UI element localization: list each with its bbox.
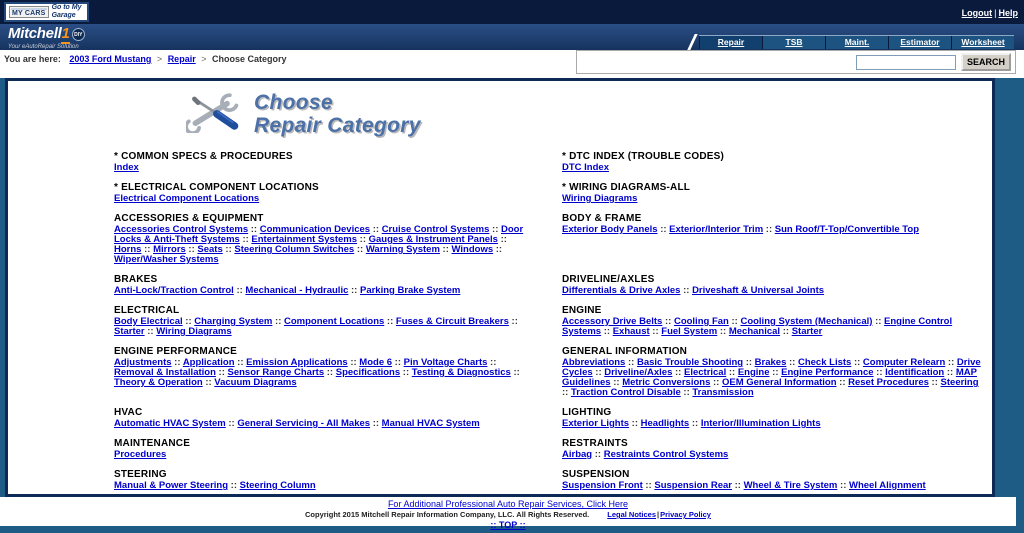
category-links — [562, 317, 982, 337]
category-links — [114, 225, 534, 265]
category-link[interactable]: Metric Conversions — [622, 377, 711, 388]
link-separator: :: — [873, 367, 886, 378]
link-separator: :: — [144, 326, 157, 337]
link-separator: :: — [872, 316, 885, 327]
footer-services-link[interactable]: For Additional Professional Auto Repair Services, Click Here — [387, 499, 629, 509]
category-row — [8, 346, 992, 407]
category-section — [114, 182, 534, 213]
category-link[interactable]: Communication Devices — [259, 224, 371, 235]
category-link[interactable]: Steering Column — [239, 480, 316, 491]
category-links — [562, 358, 982, 398]
category-links — [562, 450, 982, 460]
category-link[interactable]: Parking Brake System — [359, 285, 461, 296]
link-separator: :: — [625, 357, 637, 368]
category-link[interactable]: Interior/Illumination Lights — [700, 418, 821, 429]
category-links — [114, 450, 534, 460]
category-section — [562, 438, 982, 469]
category-link[interactable]: Testing & Diagnostics — [411, 367, 511, 378]
category-links — [114, 481, 534, 491]
category-link[interactable]: Restraints Control Systems — [603, 449, 729, 460]
category-link[interactable]: Brakes — [754, 357, 787, 368]
link-separator: :: — [717, 326, 729, 337]
page-title — [254, 91, 421, 137]
category-link[interactable]: Application — [182, 357, 235, 368]
category-link[interactable]: Sensor Range Charts — [227, 367, 325, 378]
category-link[interactable]: Differentials & Drive Axles — [562, 285, 681, 296]
link-separator: :: — [348, 285, 360, 296]
category-link[interactable]: Traction Control Disable — [570, 387, 681, 398]
link-separator: :: — [182, 316, 195, 327]
category-link[interactable]: Warning System — [365, 244, 440, 255]
category-title: RESTRAINTS — [562, 438, 628, 449]
category-link[interactable]: Specifications — [335, 367, 401, 378]
category-links — [114, 358, 534, 388]
category-section — [114, 213, 534, 274]
logo-tagline: Your eAutoRepair Solution — [8, 44, 79, 50]
category-title: SUSPENSION — [562, 469, 630, 480]
link-separator: :: — [672, 367, 684, 378]
link-separator: :: — [233, 285, 246, 296]
category-link[interactable]: MAP Guidelines — [562, 367, 977, 388]
category-section — [114, 346, 534, 407]
category-link[interactable]: Electrical Component Locations — [114, 193, 260, 204]
category-links — [114, 419, 534, 429]
category-links — [562, 194, 982, 204]
category-link[interactable]: Airbag — [562, 449, 593, 460]
link-separator: :: — [680, 285, 693, 296]
link-separator: :: — [510, 367, 520, 378]
category-section — [114, 438, 534, 469]
category-link[interactable]: Engine Performance — [781, 367, 874, 378]
category-title: * ELECTRICAL COMPONENT LOCATIONS — [114, 182, 319, 193]
link-separator: :: — [487, 357, 497, 368]
category-links — [562, 419, 982, 429]
category-link[interactable]: Exterior/Interior Trim — [669, 224, 764, 235]
category-link[interactable]: Engine Control Systems — [562, 316, 953, 337]
category-links — [114, 286, 534, 296]
category-title: ACCESSORIES & EQUIPMENT — [114, 213, 264, 224]
breadcrumb — [4, 54, 287, 64]
category-rows — [8, 151, 992, 497]
link-separator: :: — [763, 224, 775, 235]
link-separator: :: — [728, 316, 741, 327]
back-to-top-link[interactable]: :: TOP :: — [490, 520, 526, 530]
category-link[interactable]: Exterior Body Panels — [562, 224, 658, 235]
link-separator: :: — [225, 418, 238, 429]
category-link[interactable]: Computer Relearn — [862, 357, 946, 368]
category-link[interactable]: Reset Procedures — [848, 377, 929, 388]
category-link[interactable]: Headlights — [640, 418, 690, 429]
tab-tsb[interactable]: TSB — [762, 36, 825, 49]
category-title: DRIVELINE/AXLES — [562, 274, 655, 285]
link-separator: :: — [493, 244, 503, 255]
category-link[interactable]: Suspension Rear — [654, 480, 732, 491]
category-section — [562, 182, 982, 213]
crossed-tools-icon — [186, 91, 242, 133]
tab-slash-decoration — [687, 34, 697, 50]
category-link[interactable]: Electrical — [683, 367, 727, 378]
category-link[interactable]: General Servicing - All Makes — [237, 418, 371, 429]
link-separator: :: — [944, 367, 956, 378]
top-bar — [0, 0, 1024, 24]
link-divider: | — [994, 8, 997, 18]
nav-bar — [0, 24, 1024, 50]
link-separator: :: — [562, 387, 571, 398]
breadcrumb-separator: > — [201, 54, 207, 64]
category-link[interactable]: Check Lists — [797, 357, 852, 368]
link-separator: :: — [239, 234, 252, 245]
logout-link[interactable]: Logout — [961, 8, 993, 18]
category-link[interactable]: Wiper/Washer Systems — [114, 254, 219, 265]
link-separator: :: — [234, 357, 247, 368]
go-to-my-garage-label: Go to My Garage — [51, 4, 82, 19]
category-title: * COMMON SPECS & PROCEDURES — [114, 151, 293, 162]
category-title: ENGINE PERFORMANCE — [114, 346, 238, 357]
category-title: ENGINE — [562, 305, 602, 316]
go-to-my-garage-button[interactable] — [4, 2, 89, 22]
category-title: * DTC INDEX (TROUBLE CODES) — [562, 151, 725, 162]
category-link[interactable]: Horns — [114, 244, 142, 255]
link-separator: :: — [370, 418, 382, 429]
link-separator: :: — [384, 316, 396, 327]
category-section — [562, 213, 982, 274]
category-link[interactable]: Index — [114, 162, 139, 173]
category-title: BRAKES — [114, 274, 158, 285]
category-link[interactable]: Wheel & Tire System — [743, 480, 838, 491]
category-row — [8, 213, 992, 274]
category-link[interactable]: Pin Voltage Charts — [403, 357, 488, 368]
category-link[interactable]: Steering — [940, 377, 979, 388]
category-link[interactable]: Abbreviations — [562, 357, 626, 368]
breadcrumb-current: Choose Category — [212, 54, 287, 64]
link-separator: :: — [851, 357, 863, 368]
link-separator: :: — [786, 357, 798, 368]
link-separator: :: — [392, 357, 404, 368]
category-link[interactable]: Starter — [114, 326, 145, 337]
category-links — [562, 481, 982, 491]
link-separator: :: — [592, 449, 604, 460]
privacy-policy-link[interactable]: Privacy Policy — [660, 510, 711, 519]
help-link[interactable]: Help — [998, 8, 1018, 18]
link-separator: :: — [222, 244, 235, 255]
link-separator: :: — [769, 367, 782, 378]
category-link[interactable]: Fuel System — [661, 326, 718, 337]
category-section — [114, 151, 534, 182]
category-title: HVAC — [114, 407, 143, 418]
link-separator: :: — [662, 316, 674, 327]
link-separator: :: — [601, 326, 613, 337]
link-separator: :: — [354, 244, 366, 255]
link-separator: :: — [836, 377, 849, 388]
category-link[interactable]: Component Locations — [284, 316, 385, 327]
link-separator: :: — [642, 480, 655, 491]
logo-wordmark: Mitchell — [8, 25, 62, 42]
link-separator: :: — [731, 480, 744, 491]
link-separator: :: — [497, 234, 507, 245]
category-link[interactable]: Wiring Diagrams — [156, 326, 232, 337]
page-title-line1: Choose — [254, 91, 333, 114]
link-separator: :: — [357, 234, 369, 245]
category-title: BODY & FRAME — [562, 213, 642, 224]
link-separator: :: — [215, 367, 228, 378]
category-link[interactable]: Automatic HVAC System — [114, 418, 226, 429]
category-link[interactable]: Drive Cycles — [562, 357, 981, 378]
category-links — [114, 317, 534, 337]
tab-maint[interactable]: Maint. — [825, 36, 888, 49]
link-separator: :: — [324, 367, 336, 378]
category-link[interactable]: Wiring Diagrams — [562, 193, 638, 204]
category-link[interactable]: Basic Trouble Shooting — [636, 357, 744, 368]
page-title-line2: Repair Category — [254, 114, 421, 137]
search-button[interactable]: SEARCH — [961, 53, 1011, 71]
category-link[interactable]: Identification — [885, 367, 945, 378]
category-link[interactable]: DTC Index — [562, 162, 609, 173]
category-row — [8, 407, 992, 438]
link-separator: :: — [185, 244, 198, 255]
category-link[interactable]: Accessories Control Systems — [114, 224, 249, 235]
link-separator: :: — [141, 244, 154, 255]
category-link[interactable]: Transmission — [692, 387, 754, 398]
category-link[interactable]: Exhaust — [612, 326, 650, 337]
category-link[interactable]: Mechanical — [728, 326, 781, 337]
category-section — [562, 469, 982, 497]
category-links — [562, 225, 982, 235]
category-row — [8, 305, 992, 346]
category-link[interactable]: Adjustments — [114, 357, 172, 368]
category-link[interactable]: Driveshaft & Universal Joints — [692, 285, 825, 296]
category-row — [8, 274, 992, 305]
link-separator: :: — [272, 316, 284, 327]
footer — [0, 497, 1016, 530]
category-row — [8, 469, 992, 497]
category-link[interactable]: Manual HVAC System — [381, 418, 480, 429]
breadcrumb-bar — [0, 50, 1024, 78]
category-section — [562, 305, 982, 346]
tab-estimator[interactable]: Estimator — [888, 36, 951, 49]
link-separator: :: — [489, 224, 501, 235]
category-section — [114, 274, 534, 305]
link-separator: :: — [592, 367, 605, 378]
breadcrumb-prefix: You are here: — [4, 54, 61, 64]
breadcrumb-vehicle-link[interactable]: 2003 Ford Mustang — [69, 54, 152, 64]
link-separator: :: — [743, 357, 755, 368]
category-link[interactable]: Removal & Installation — [114, 367, 216, 378]
category-link[interactable]: Door Locks & Anti-Theft Systems — [114, 224, 524, 245]
link-separator: :: — [400, 367, 412, 378]
category-link[interactable]: Emission Applications — [246, 357, 348, 368]
title-area — [8, 81, 992, 139]
logo-one: 1 — [61, 25, 70, 42]
link-separator: :: — [680, 387, 693, 398]
category-title: STEERING — [114, 469, 167, 480]
category-section — [562, 151, 982, 182]
category-link[interactable]: Vacuum Diagrams — [214, 377, 297, 388]
link-separator: :: — [657, 224, 670, 235]
diy-badge-icon: DIY — [72, 28, 85, 41]
link-separator: :: — [649, 326, 662, 337]
category-row — [8, 151, 992, 182]
category-section — [114, 305, 534, 346]
category-link[interactable]: Theory & Operation — [114, 377, 203, 388]
category-link[interactable]: Suspension Front — [562, 480, 643, 491]
category-link[interactable]: Manual & Power Steering — [114, 480, 229, 491]
link-separator: :: — [228, 480, 240, 491]
category-title: MAINTENANCE — [114, 438, 191, 449]
category-link[interactable]: Cooling Fan — [673, 316, 729, 327]
category-section — [562, 274, 982, 305]
breadcrumb-repair-link[interactable]: Repair — [167, 54, 196, 64]
link-separator: :: — [726, 367, 738, 378]
category-link[interactable]: Body Electrical — [114, 316, 183, 327]
category-link[interactable]: OEM General Information — [721, 377, 837, 388]
link-separator: :: — [780, 326, 792, 337]
link-separator: :: — [689, 418, 701, 429]
search-input[interactable] — [856, 55, 956, 70]
category-link[interactable]: Seats — [197, 244, 223, 255]
category-section — [114, 469, 534, 497]
category-link[interactable]: Entertainment Systems — [251, 234, 358, 245]
link-separator: :: — [370, 224, 382, 235]
link-separator: :: — [439, 244, 452, 255]
category-link[interactable]: Procedures — [114, 449, 167, 460]
category-link[interactable]: Starter — [791, 326, 823, 337]
category-link[interactable]: Accessory Drive Belts — [562, 316, 663, 327]
copyright-text: Copyright 2015 Mitchell Repair Information Company, LLC. All Rights Reserved. — [305, 510, 590, 519]
breadcrumb-separator: > — [156, 54, 163, 64]
main-tabs — [699, 35, 1014, 49]
category-row — [8, 182, 992, 213]
category-link[interactable]: Mechanical - Hydraulic — [245, 285, 349, 296]
category-section — [114, 407, 534, 438]
content-box — [5, 78, 995, 497]
category-section — [562, 346, 982, 407]
category-row — [8, 438, 992, 469]
category-links — [114, 163, 534, 173]
link-separator: :: — [945, 357, 957, 368]
link-separator: :: — [837, 480, 849, 491]
tab-worksheet[interactable]: Worksheet — [951, 36, 1014, 49]
category-link[interactable]: Wheel Alignment — [849, 480, 926, 491]
category-title: * WIRING DIAGRAMS-ALL — [562, 182, 691, 193]
search-panel — [576, 50, 1016, 74]
link-separator: :: — [347, 357, 360, 368]
link-separator: :: — [610, 377, 623, 388]
link-separator: :: — [928, 377, 941, 388]
category-section — [562, 407, 982, 438]
category-link[interactable]: Sun Roof/T-Top/Convertible Top — [774, 224, 920, 235]
category-link[interactable]: Cooling System (Mechanical) — [740, 316, 873, 327]
category-link[interactable]: Fuses & Circuit Breakers — [395, 316, 509, 327]
category-link[interactable]: Exterior Lights — [562, 418, 630, 429]
category-link[interactable]: Gauges & Instrument Panels — [368, 234, 498, 245]
category-link[interactable]: Engine — [737, 367, 770, 378]
category-link[interactable]: Anti-Lock/Traction Control — [114, 285, 234, 296]
mitchell1-logo — [8, 26, 85, 50]
link-separator: :: — [710, 377, 722, 388]
tab-repair[interactable]: Repair — [699, 36, 762, 49]
category-link[interactable]: Windows — [451, 244, 494, 255]
category-title: ELECTRICAL — [114, 305, 180, 316]
category-link[interactable]: Charging System — [194, 316, 273, 327]
link-separator: :: — [248, 224, 260, 235]
category-link[interactable]: Mirrors — [153, 244, 186, 255]
category-link[interactable]: Driveline/Axles — [604, 367, 673, 378]
category-links — [562, 163, 982, 173]
link-separator: :: — [508, 316, 518, 327]
my-cars-plate-icon: MY CARS — [9, 6, 49, 18]
category-links — [562, 286, 982, 296]
legal-notices-link[interactable]: Legal Notices — [607, 510, 656, 519]
category-link[interactable]: Mode 6 — [359, 357, 393, 368]
link-separator: :: — [202, 377, 215, 388]
category-title: GENERAL INFORMATION — [562, 346, 688, 357]
category-title: LIGHTING — [562, 407, 612, 418]
link-separator: :: — [171, 357, 183, 368]
link-separator: :: — [629, 418, 641, 429]
category-link[interactable]: Steering Column Switches — [234, 244, 355, 255]
link-divider: | — [657, 510, 660, 519]
category-links — [114, 194, 534, 204]
category-link[interactable]: Cruise Control Systems — [381, 224, 490, 235]
